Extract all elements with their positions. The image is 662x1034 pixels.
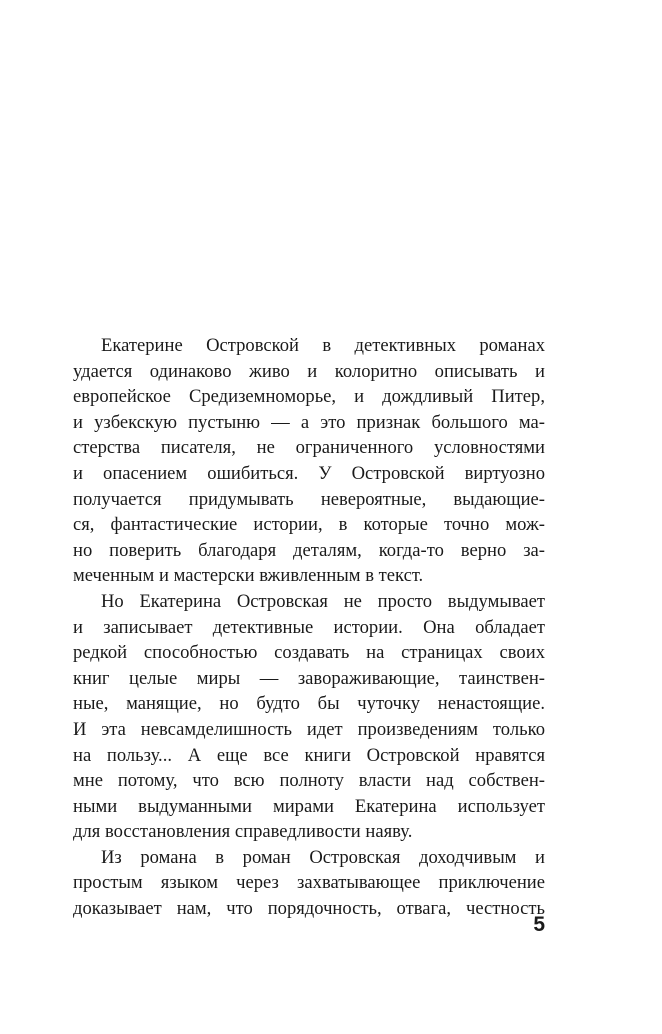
text-line: Но Екатерина Островская не просто выдумывает [101, 590, 545, 612]
text-line: стерства писателя, не ограниченного условностями [73, 437, 545, 459]
text-line: на пользу... А еще все книги Островской нравятся [73, 744, 545, 766]
text-line: ся, фантастические истории, в которые точно мож- [73, 514, 545, 536]
text-line: книг целые миры — завораживающие, таинствен- [73, 667, 545, 689]
text-line: ные, манящие, но будто бы чуточку ненастоящие. [73, 693, 545, 715]
text-line: простым языком через захватывающее приключение [73, 872, 545, 894]
text-line: ными выдуманными мирами Екатерина использует [73, 795, 545, 817]
text-line: но поверить благодаря деталям, когда-то верно за- [73, 539, 545, 561]
body-text [73, 333, 545, 922]
text-line: европейское Средиземноморье, и дождливый Питер, [73, 386, 545, 408]
text-line: Из романа в роман Островская доходчивым и [101, 846, 545, 868]
text-line: меченным и мастерски вживленным в текст. [73, 565, 424, 587]
text-line: и записывает детективные истории. Она обладает [73, 616, 545, 638]
text-line: удается одинаково живо и колоритно описывать и [73, 360, 545, 382]
text-line: для восстановления справедливости наяву. [73, 821, 413, 843]
text-line: редкой способностью создавать на страницах своих [73, 642, 545, 664]
text-line: доказывает нам, что порядочность, отвага, честность [73, 898, 545, 920]
text-line: и опасением ошибиться. У Островской виртуозно [73, 462, 545, 484]
page-number: 5 [533, 913, 545, 936]
text-line: мне потому, что всю полноту власти над собствен- [73, 770, 545, 792]
text-line: Екатерине Островской в детективных романах [101, 335, 545, 356]
text-line: И эта невсамделишность идет произведениям только [73, 718, 545, 740]
text-line: получается придумывать невероятные, выдающие- [73, 488, 545, 510]
text-line: и узбекскую пустыню — а это признак большого ма- [73, 411, 545, 433]
